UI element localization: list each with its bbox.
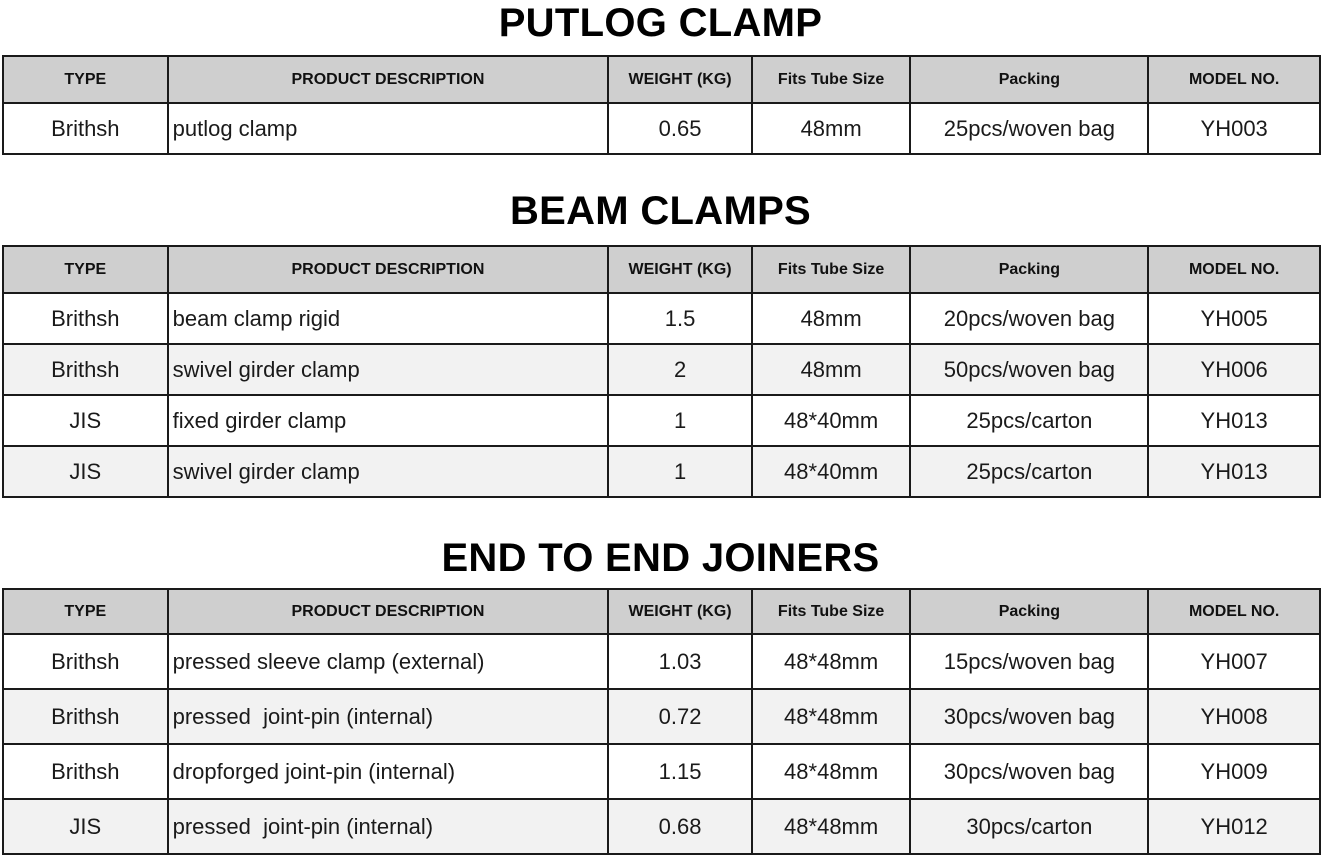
cell-weight: 1.03 [608, 634, 752, 689]
cell-model-no: YH008 [1148, 689, 1320, 744]
table-row [3, 293, 1320, 344]
cell-type: Brithsh [3, 293, 168, 344]
header-model-no: MODEL NO. [1148, 56, 1320, 103]
cell-model-no: YH013 [1148, 395, 1320, 446]
cell-tube-size: 48mm [752, 293, 911, 344]
table-row [3, 395, 1320, 446]
cell-type: Brithsh [3, 744, 168, 799]
cell-tube-size: 48*48mm [752, 689, 911, 744]
cell-tube-size: 48*40mm [752, 395, 911, 446]
header-tube-size: Fits Tube Size [752, 56, 911, 103]
cell-packing: 20pcs/woven bag [910, 293, 1148, 344]
cell-type: JIS [3, 799, 168, 854]
table-row [3, 103, 1320, 154]
cell-description: fixed girder clamp [168, 395, 609, 446]
section-title-putlog-clamp: PUTLOG CLAMP [498, 1, 823, 45]
cell-model-no: YH005 [1148, 293, 1320, 344]
cell-type: Brithsh [3, 103, 168, 154]
cell-tube-size: 48*48mm [752, 799, 911, 854]
header-model-no: MODEL NO. [1148, 589, 1320, 634]
cell-packing: 30pcs/carton [910, 799, 1148, 854]
cell-type: JIS [3, 446, 168, 497]
header-packing: Packing [910, 56, 1148, 103]
table-row [3, 446, 1320, 497]
section-title-end-to-end-joiners: END TO END JOINERS [441, 536, 880, 580]
header-packing: Packing [910, 246, 1148, 293]
cell-weight: 1 [608, 446, 752, 497]
cell-description: beam clamp rigid [168, 293, 609, 344]
cell-weight: 0.72 [608, 689, 752, 744]
cell-type: JIS [3, 395, 168, 446]
cell-description: pressed joint-pin (internal) [168, 689, 609, 744]
cell-description: pressed sleeve clamp (external) [168, 634, 609, 689]
cell-tube-size: 48mm [752, 103, 911, 154]
cell-weight: 1 [608, 395, 752, 446]
beam-clamps-table [2, 245, 1321, 498]
cell-weight: 2 [608, 344, 752, 395]
table-row [3, 689, 1320, 744]
cell-weight: 1.15 [608, 744, 752, 799]
cell-packing: 25pcs/woven bag [910, 103, 1148, 154]
cell-model-no: YH009 [1148, 744, 1320, 799]
header-tube-size: Fits Tube Size [752, 589, 911, 634]
table-header-row [3, 56, 1320, 103]
header-weight: WEIGHT (KG) [608, 589, 752, 634]
cell-model-no: YH007 [1148, 634, 1320, 689]
table-row [3, 799, 1320, 854]
cell-tube-size: 48*48mm [752, 634, 911, 689]
cell-type: Brithsh [3, 689, 168, 744]
cell-tube-size: 48*40mm [752, 446, 911, 497]
header-weight: WEIGHT (KG) [608, 56, 752, 103]
cell-weight: 0.65 [608, 103, 752, 154]
header-tube-size: Fits Tube Size [752, 246, 911, 293]
cell-model-no: YH012 [1148, 799, 1320, 854]
cell-packing: 30pcs/woven bag [910, 689, 1148, 744]
cell-description: swivel girder clamp [168, 344, 609, 395]
cell-description: dropforged joint-pin (internal) [168, 744, 609, 799]
header-weight: WEIGHT (KG) [608, 246, 752, 293]
cell-packing: 25pcs/carton [910, 395, 1148, 446]
header-packing: Packing [910, 589, 1148, 634]
table-row [3, 634, 1320, 689]
cell-packing: 15pcs/woven bag [910, 634, 1148, 689]
cell-packing: 30pcs/woven bag [910, 744, 1148, 799]
header-description: PRODUCT DESCRIPTION [168, 56, 609, 103]
header-description: PRODUCT DESCRIPTION [168, 589, 609, 634]
cell-type: Brithsh [3, 344, 168, 395]
header-type: TYPE [3, 56, 168, 103]
header-type: TYPE [3, 246, 168, 293]
end-to-end-joiners-table [2, 588, 1321, 855]
cell-type: Brithsh [3, 634, 168, 689]
cell-weight: 1.5 [608, 293, 752, 344]
table-header-row [3, 589, 1320, 634]
cell-description: swivel girder clamp [168, 446, 609, 497]
putlog-clamp-table [2, 55, 1321, 155]
table-row [3, 344, 1320, 395]
cell-description: pressed joint-pin (internal) [168, 799, 609, 854]
table-header-row [3, 246, 1320, 293]
cell-model-no: YH013 [1148, 446, 1320, 497]
cell-model-no: YH006 [1148, 344, 1320, 395]
header-type: TYPE [3, 589, 168, 634]
cell-description: putlog clamp [168, 103, 609, 154]
section-title-beam-clamps: BEAM CLAMPS [509, 189, 812, 233]
cell-tube-size: 48mm [752, 344, 911, 395]
cell-weight: 0.68 [608, 799, 752, 854]
cell-packing: 25pcs/carton [910, 446, 1148, 497]
cell-tube-size: 48*48mm [752, 744, 911, 799]
cell-packing: 50pcs/woven bag [910, 344, 1148, 395]
header-model-no: MODEL NO. [1148, 246, 1320, 293]
cell-model-no: YH003 [1148, 103, 1320, 154]
header-description: PRODUCT DESCRIPTION [168, 246, 609, 293]
table-row [3, 744, 1320, 799]
